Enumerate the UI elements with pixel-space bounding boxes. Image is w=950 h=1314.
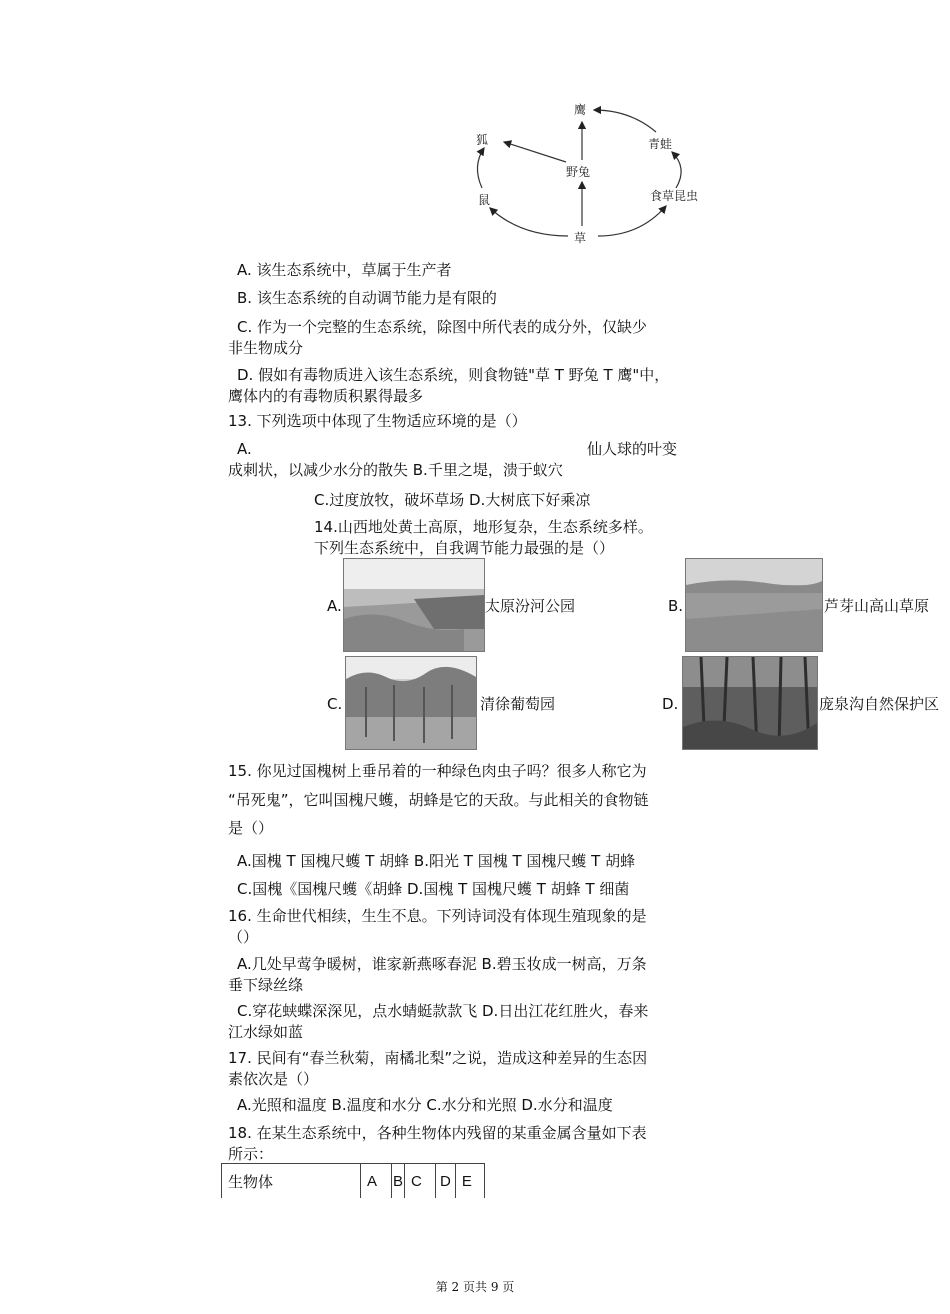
table-header-row bbox=[222, 1164, 485, 1199]
table-header-organism: 生物体 bbox=[222, 1164, 361, 1199]
q12-option-d-line2: 鹰体内的有毒物质积累得最多 bbox=[228, 387, 424, 405]
q13-options-line3: C.过度放牧，破坏草场 D.大树底下好乘凉 bbox=[314, 491, 591, 509]
q17-stem-line2: 素依次是（） bbox=[228, 1070, 319, 1088]
q14-photo-alpine-grassland bbox=[685, 558, 823, 652]
node-insect: 食草昆虫 bbox=[650, 189, 699, 203]
q13-stem: 13. 下列选项中体现了生物适应环境的是（） bbox=[228, 412, 527, 430]
q17-stem-line1: 17. 民间有“春兰秋菊，南橘北梨”之说，造成这种差异的生态因 bbox=[228, 1049, 648, 1067]
q14-photo-river-park bbox=[343, 558, 485, 652]
arrow-grass-mouse bbox=[490, 208, 568, 236]
q15-options-line1: A.国槐 T 国槐尺蠖 T 胡蜂 B.阳光 T 国槐 T 国槐尺蠖 T 胡蜂 bbox=[237, 852, 636, 870]
q18-stem-line2: 所示： bbox=[228, 1145, 274, 1163]
food-web-diagram bbox=[470, 96, 730, 246]
q14-option-d-letter: D. bbox=[662, 695, 679, 713]
q14-option-a-letter: A. bbox=[327, 597, 342, 615]
q16-options-line2: 垂下绿丝绦 bbox=[228, 976, 304, 994]
page-footer: 第 2 页共 9 页 bbox=[435, 1280, 515, 1294]
table-header-c: C bbox=[405, 1164, 436, 1199]
q14-option-c-letter: C. bbox=[327, 695, 343, 713]
table-header-e: E bbox=[455, 1164, 484, 1199]
table-header-b: B bbox=[392, 1164, 405, 1199]
q14-stem-line2: 下列生态系统中，自我调节能力最强的是（） bbox=[314, 539, 615, 557]
q16-stem-line1: 16. 生命世代相续，生生不息。下列诗词没有体现生殖现象的是 bbox=[228, 907, 647, 925]
node-grass: 草 bbox=[574, 231, 587, 245]
table-header-a: A bbox=[361, 1164, 392, 1199]
node-fox: 狐 bbox=[476, 133, 489, 147]
q12-option-b: B. 该生态系统的自动调节能力是有限的 bbox=[237, 289, 497, 307]
q14-option-c-caption: 清徐葡萄园 bbox=[480, 695, 556, 713]
q15-options-line2: C.国槐《国槐尺蠖《胡蜂 D.国槐 T 国槐尺蠖 T 胡蜂 T 细菌 bbox=[237, 880, 630, 898]
node-hawk: 鹰 bbox=[574, 103, 587, 117]
q14-option-d-caption: 庞泉沟自然保护区 bbox=[819, 695, 940, 713]
q14-stem-line1: 14.山西地处黄土高原，地形复杂，生态系统多样。 bbox=[314, 518, 653, 536]
q16-options-line1: A.几处早莺争暖树，谁家新燕啄春泥 B.碧玉妆成一树高，万条 bbox=[237, 955, 647, 973]
arrow-mouse-fox bbox=[477, 148, 484, 188]
q13-option-a-text: 仙人球的叶变 bbox=[587, 440, 678, 458]
arrow-frog-hawk bbox=[594, 110, 656, 132]
q18-residue-table bbox=[221, 1163, 485, 1198]
q14-option-b-letter: B. bbox=[668, 597, 684, 615]
q16-options-line4: 江水绿如蓝 bbox=[228, 1023, 304, 1041]
q12-option-c-line2: 非生物成分 bbox=[228, 339, 304, 357]
q15-stem-line1: 15. 你见过国槐树上垂吊着的一种绿色肉虫子吗？很多人称它为 bbox=[228, 762, 647, 780]
q18-stem-line1: 18. 在某生态系统中，各种生物体内残留的某重金属含量如下表 bbox=[228, 1124, 647, 1142]
table-header-d: D bbox=[436, 1164, 456, 1199]
q17-options: A.光照和温度 B.温度和水分 C.水分和光照 D.水分和温度 bbox=[237, 1096, 613, 1114]
q14-option-b-caption: 芦芽山高山草原 bbox=[824, 597, 930, 615]
q15-stem-line3: 是（） bbox=[228, 819, 274, 837]
q14-option-a-caption: 太原汾河公园 bbox=[485, 597, 576, 615]
q14-photo-vineyard bbox=[345, 656, 477, 750]
node-frog: 青蛙 bbox=[648, 137, 673, 151]
q15-stem-line2: “吊死鬼”，它叫国槐尺蠖，胡蜂是它的天敌。与此相关的食物链 bbox=[228, 791, 649, 809]
arrow-rabbit-fox bbox=[504, 142, 566, 162]
q12-option-c-line1: C. 作为一个完整的生态系统，除图中所代表的成分外，仅缺少 bbox=[237, 318, 648, 336]
arrow-grass-insect bbox=[598, 206, 666, 236]
q13-options-line2: 成刺状，以减少水分的散失 B.千里之堤，溃于蚁穴 bbox=[228, 461, 563, 479]
q12-option-d-line1: D. 假如有毒物质进入该生态系统，则食物链"草 T 野兔 T 鹰"中， bbox=[237, 366, 670, 384]
q14-photo-nature-reserve bbox=[682, 656, 818, 750]
q13-option-a-prefix: A. bbox=[237, 440, 252, 458]
node-rabbit: 野兔 bbox=[566, 165, 591, 179]
q16-stem-line2: （） bbox=[228, 928, 259, 946]
node-mouse: 鼠 bbox=[478, 193, 491, 207]
q16-options-line3: C.穿花蛱蝶深深见，点水蜻蜓款款飞 D.日出江花红胜火，春来 bbox=[237, 1002, 649, 1020]
arrow-insect-frog bbox=[672, 152, 681, 188]
q12-option-a: A. 该生态系统中，草属于生产者 bbox=[237, 261, 452, 279]
